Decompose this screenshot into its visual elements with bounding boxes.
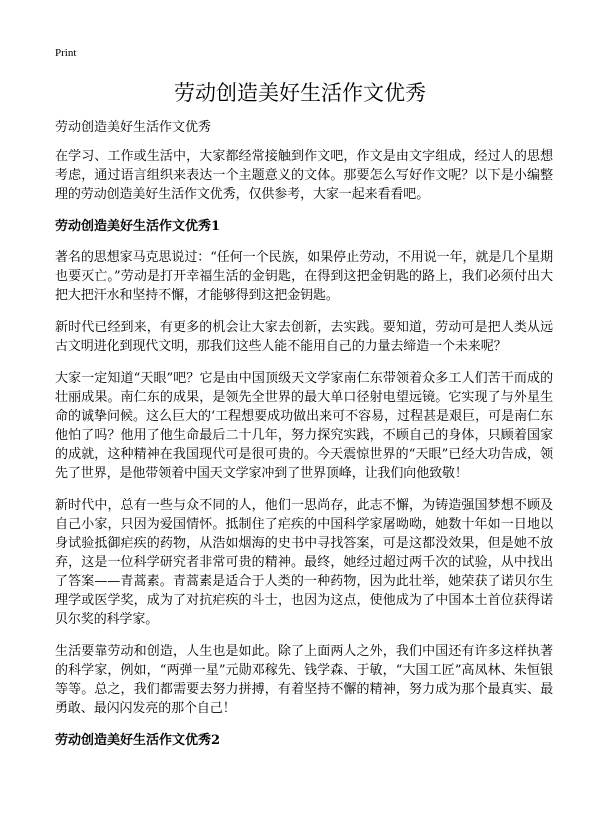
- print-link[interactable]: Print: [55, 47, 77, 59]
- section-1-paragraph-1: 著名的思想家马克思说过：“任何一个民族，如果停止劳动，不用说一年，就是几个星期也要灭亡。”劳动是打开幸福生活的金钥匙，在得到这把金钥匙的路上，我们必须付出大把大把汗水和坚持不懈，才能够得到这把金钥匙。: [55, 250, 553, 303]
- page-title: 劳动创造美好生活作文优秀: [174, 81, 426, 105]
- section-1-paragraph-3: 大家一定知道“天眼”吧？它是由中国顶级天文学家南仁东带领着众多工人们苦干而成的壮丽成果。南仁东的成果，是领先全世界的最大单口径射电望远镜。它实现了与外星生命的诚挚问候。这么巨大的‘工程想要成功做出来可不容易，过程甚是艰巨，可是南仁东他怕了吗？他用了他生命最后二十几年，努力探究实践，不顾自己的身体，只顾着国家的成就，这种精神在我国现代可是很可贵的。今天震惊世界的“天眼”已经大功告成，领先了世界，是他带领着中国天文学家冲到了世界顶峰，让我们向他致敬！: [55, 371, 553, 481]
- section-1-paragraph-4: 新时代中，总有一些与众不同的人，他们一思尚存，此志不懈，为铸造强国梦想不顾及自己小家，只因为爱国情怀。抵制住了疟疾的中国科学家屠呦呦，她数十年如一日地以身试验抵御疟疾的药物，从浩如烟海的史书中寻找答案，可是这都没效果，但是她不放弃，这是一位科学研究者非常可贵的精神。最终，她经过超过两千次的试验，从中找出了答案——青蒿素。青蒿素是适合于人类的一种药物，因为此壮举，她荣获了诺贝尔生理学或医学奖，成为了对抗疟疾的斗士，也因为这点，使他成为了中国本土首位获得诺贝尔奖的科学家。: [55, 498, 553, 627]
- intro-paragraph: 在学习、工作或生活中，大家都经常接触到作文吧，作文是由文字组成，经过人的思想考虑，通过语言组织来表达一个主题意义的文体。那要怎么写好作文呢？以下是小编整理的劳动创造美好生活作文优秀，仅供参考，大家一起来看看吧。: [55, 149, 553, 202]
- section-heading-1: 劳动创造美好生活作文优秀1: [55, 219, 221, 234]
- section-heading-2: 劳动创造美好生活作文优秀2: [55, 733, 221, 748]
- section-1-paragraph-5: 生活要靠劳动和创造，人生也是如此。除了上面两人之外，我们中国还有许多这样执著的科学家，例如，“两弹一星”元勋邓稼先、钱学森、于敏，“大国工匠”高凤林、朱恒银等等。总之，我们都需要去努力拼搏，有着坚持不懈的精神，努力成为那个最真实、最勇敢、最闪闪发亮的那个自己！: [55, 644, 553, 716]
- article-subtitle: 劳动创造美好生活作文优秀: [55, 120, 212, 135]
- section-1-paragraph-2: 新时代已经到来，有更多的机会让大家去创新，去实践。要知道，劳动可是把人类从远古文明进化到现代文明，那我们这些人能不能用自己的力量去缔造一个未来呢？: [55, 320, 553, 354]
- article-body: [55, 118, 553, 762]
